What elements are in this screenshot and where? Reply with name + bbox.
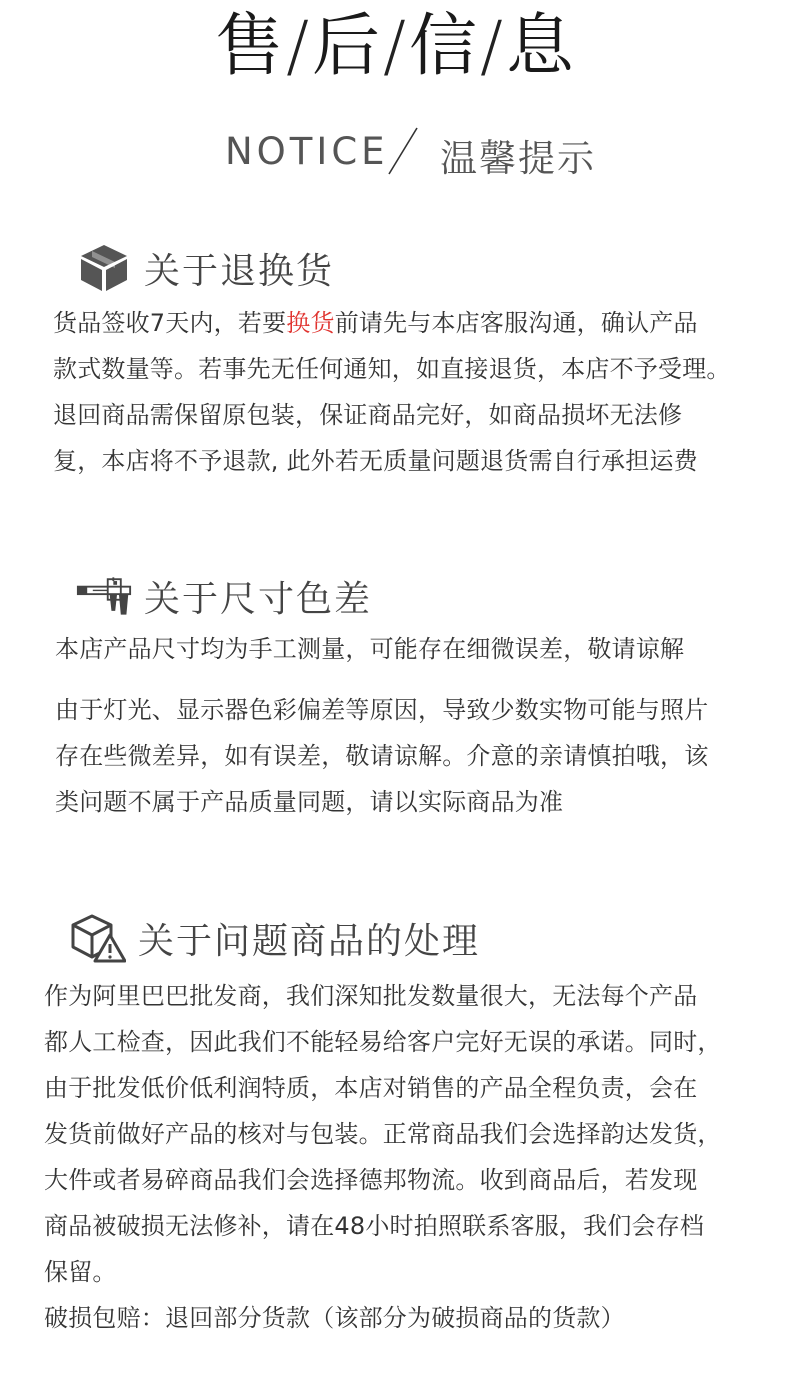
section-heading-label: 关于退换货 <box>144 250 335 292</box>
section-heading-returns <box>76 243 334 293</box>
section-heading-label: 关于尺寸色差 <box>144 578 373 620</box>
text-line: 发货前做好产品的核对与包装。正常商品我们会选择韵达发货， <box>44 1120 722 1148</box>
text-line: 类问题不属于产品质量同题，请以实际商品为准 <box>55 788 564 816</box>
title-char: 信 <box>408 7 478 86</box>
highlighted-text: 换货 <box>286 309 335 337</box>
text-line <box>53 300 731 346</box>
subtitle <box>0 124 790 180</box>
section-heading-label: 关于问题商品的处理 <box>138 920 481 962</box>
diagonal-divider <box>383 124 423 180</box>
subtitle-en: NOTICE <box>225 130 389 173</box>
title-separator: / <box>383 7 407 86</box>
text-line: 作为阿里巴巴批发商，我们深知批发数量很大，无法每个产品 <box>44 982 698 1010</box>
title-separator: / <box>286 7 311 86</box>
section-body-size-note <box>55 626 684 672</box>
section-body-returns <box>53 300 731 484</box>
text-line: 存在些微差异，如有误差，敬请谅解。介意的亲请慎拍哦，该 <box>55 742 709 770</box>
text-line: 款式数量等。若事先无任何通知，如直接退货，本店不予受理。 <box>53 355 731 383</box>
text-line: 破损包赔：退回部分货款（该部分为破损商品的货款） <box>44 1304 625 1332</box>
text-line: 由于灯光、显示器色彩偏差等原因，导致少数实物可能与照片 <box>55 696 709 724</box>
section-body-size <box>55 687 708 825</box>
page-title <box>0 2 790 92</box>
section-heading-problem <box>70 913 480 963</box>
caliper-icon <box>76 571 132 621</box>
section-body-problem <box>44 973 722 1341</box>
text-line: 本店产品尺寸均为手工测量，可能存在细微误差，敬请谅解 <box>55 635 685 663</box>
damaged-box-warning-icon <box>70 913 126 963</box>
text-segment: 货品签收7天内，若要 <box>53 309 287 337</box>
text-line: 由于批发低价低利润特质，本店对销售的产品全程负责，会在 <box>44 1074 698 1102</box>
text-line: 退回商品需保留原包装，保证商品完好，如商品损坏无法修 <box>53 401 683 429</box>
title-char: 后 <box>312 7 382 86</box>
text-line: 商品被破损无法修补，请在48小时拍照联系客服，我们会存档 <box>44 1212 705 1240</box>
title-char: 息 <box>505 7 575 86</box>
text-line: 复，本店将不予退款, 此外若无质量问题退货需自行承担运费 <box>53 447 698 475</box>
box-icon <box>76 243 132 293</box>
text-line: 大件或者易碎商品我们会选择德邦物流。收到商品后，若发现 <box>44 1166 698 1194</box>
text-line: 保留。 <box>44 1258 117 1286</box>
title-char: 售 <box>215 7 285 86</box>
title-separator: / <box>479 7 504 86</box>
subtitle-zh: 温馨提示 <box>440 137 596 180</box>
text-line: 都人工检查，因此我们不能轻易给客户完好无误的承诺。同时， <box>44 1028 722 1056</box>
section-heading-size <box>76 571 372 621</box>
text-segment: 前请先与本店客服沟通，确认产品 <box>334 309 698 337</box>
